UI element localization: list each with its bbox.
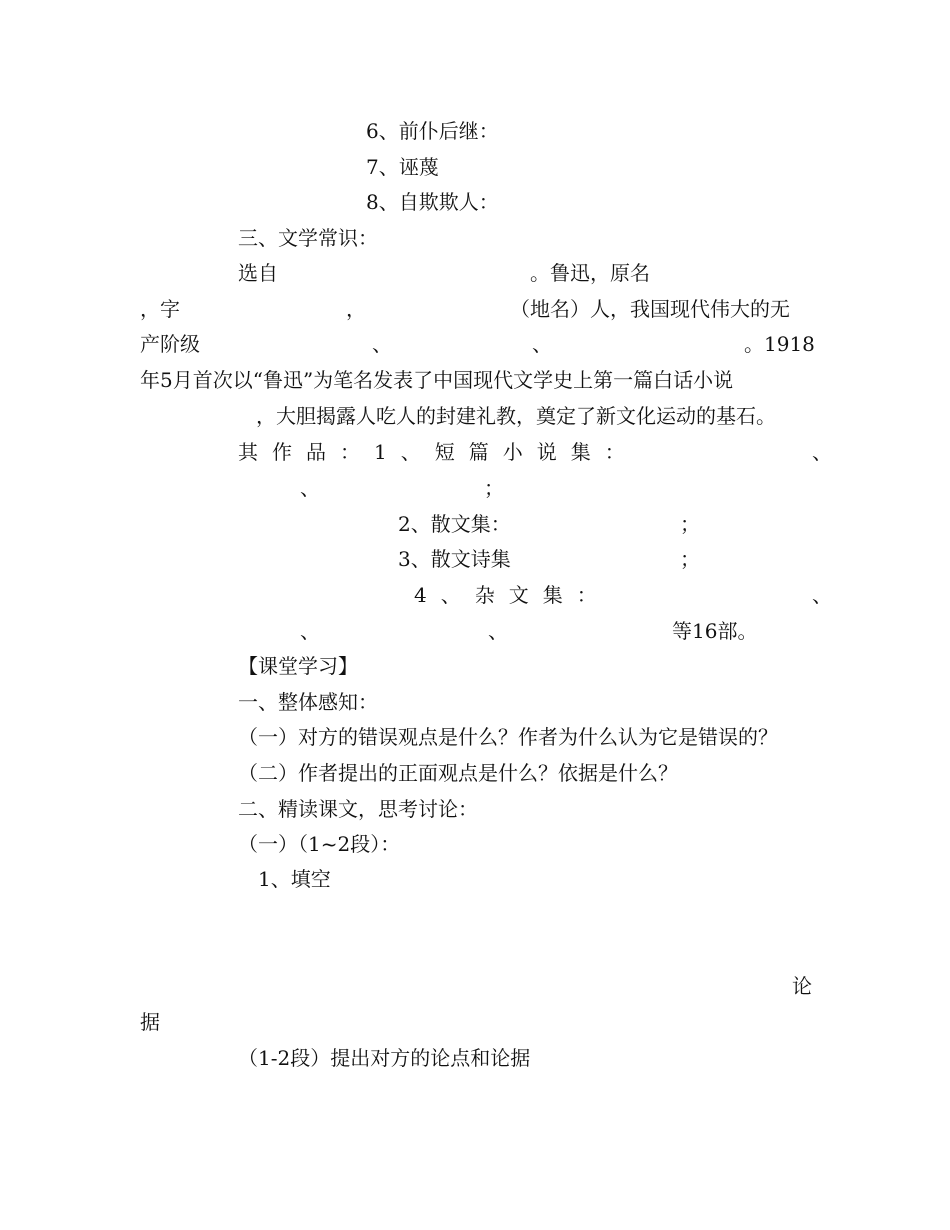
essay-separator-c: 、 — [488, 619, 508, 643]
overall-perception-heading: 一、整体感知： — [238, 690, 378, 714]
question-1: （一）对方的错误观点是什么？作者为什么认为它是错误的？ — [238, 725, 778, 749]
argument-label-ju: 据 — [140, 1010, 160, 1034]
essay-separator-b: 、 — [300, 619, 320, 643]
question-2: （二）作者提出的正面观点是什么？依据是什么？ — [238, 761, 678, 785]
works-separator-a: 、 — [812, 440, 832, 464]
proletariat-label: 产阶级 — [140, 332, 200, 356]
year-end: 。1918 — [744, 332, 815, 356]
place-note: （地名）人，我国现代伟大的无 — [510, 297, 790, 321]
essay-label: 4、杂文集： — [414, 583, 611, 607]
works-semicolon: ； — [484, 476, 504, 500]
courtesy-name-label: ，字 — [140, 297, 180, 321]
classroom-heading: 【课堂学习】 — [238, 654, 358, 678]
paragraph-note: （1-2段）提出对方的论点和论据 — [238, 1046, 531, 1070]
story-description: ，大胆揭露人吃人的封建礼教，奠定了新文化运动的基石。 — [256, 404, 776, 428]
fill-in-blank-label: 1、填空 — [258, 867, 331, 891]
vocab-item-8: 8、自欺欺人： — [366, 190, 499, 214]
vocab-item-6: 6、前仆后继： — [366, 119, 499, 143]
essay-separator-a: 、 — [812, 583, 832, 607]
literature-heading: 三、文学常识： — [238, 226, 378, 250]
vocab-item-7: 7、诬蔑 — [366, 155, 439, 179]
works-label: 其作品：1、短篇小说集： — [238, 440, 639, 464]
from-label: 选自 — [238, 261, 278, 285]
prose-semicolon: ； — [680, 512, 700, 536]
prose-label: 2、散文集： — [398, 512, 511, 536]
section-1-heading: （一）（1~2段）： — [238, 832, 401, 856]
first-story-sentence: 年5月首次以“鲁迅”为笔名发表了中国现代文学史上第一篇白话小说 — [140, 368, 734, 392]
close-reading-heading: 二、精读课文，思考讨论： — [238, 797, 478, 821]
separator-1: 、 — [372, 332, 392, 356]
separator-2: 、 — [532, 332, 552, 356]
essay-end: 等16部。 — [672, 619, 758, 643]
argument-label-lun: 论 — [792, 974, 812, 998]
works-separator-b: 、 — [300, 476, 320, 500]
poem-semicolon: ； — [680, 547, 700, 571]
comma-separator: ， — [346, 297, 366, 321]
luxun-original-name-label: 。鲁迅，原名 — [530, 261, 650, 285]
poem-label: 3、散文诗集 — [398, 547, 511, 571]
